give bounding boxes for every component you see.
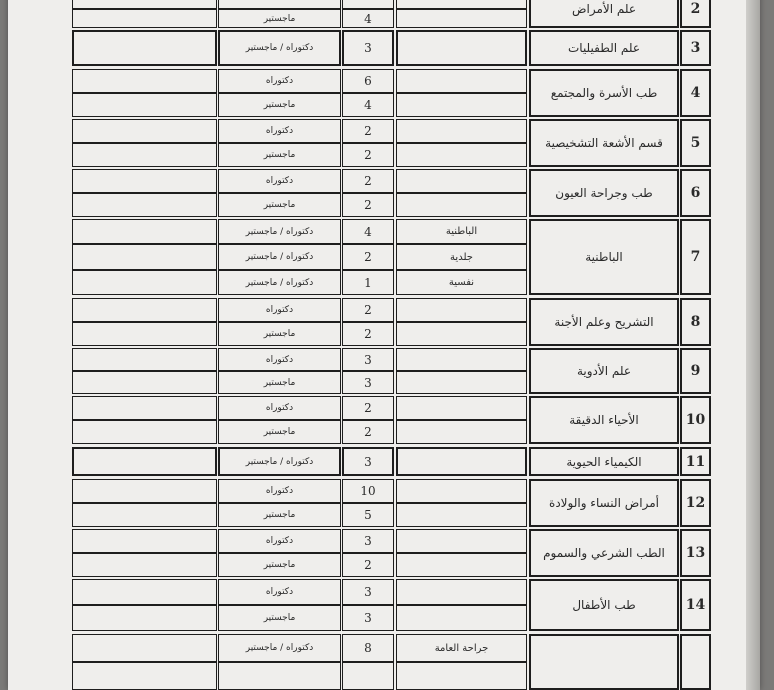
count-cell: 3: [342, 371, 394, 394]
row-number: 3: [680, 30, 711, 66]
degree-cell: دكتوراه: [218, 579, 341, 605]
department-name: [529, 634, 679, 690]
degree-cell: ماجستير: [218, 9, 341, 28]
department-name: الأحياء الدقيقة: [529, 396, 679, 444]
degree-cell: [218, 662, 341, 690]
count-cell: 2: [342, 169, 394, 193]
department-name: طب وجراحة العيون: [529, 169, 679, 217]
empty-cell: [72, 219, 217, 244]
row-number: 2: [680, 0, 711, 28]
specialty-cell: [396, 371, 527, 394]
count-cell: 2: [342, 119, 394, 143]
count-cell: 10: [342, 479, 394, 503]
row-number: 5: [680, 119, 711, 167]
department-name: قسم الأشعة التشخيصية: [529, 119, 679, 167]
department-name: علم الأمراض: [529, 0, 679, 28]
specialty-cell: [396, 396, 527, 420]
row-number: 4: [680, 69, 711, 117]
specialty-cell: [396, 553, 527, 577]
count-cell: 2: [342, 553, 394, 577]
specialty-cell: [396, 579, 527, 605]
empty-cell: [72, 193, 217, 217]
count-cell: 3: [342, 348, 394, 371]
department-name: طب الأسرة والمجتمع: [529, 69, 679, 117]
degree-cell: ماجستير: [218, 193, 341, 217]
degree-cell: دكتوراه: [218, 119, 341, 143]
empty-cell: [72, 0, 217, 9]
row-number: 6: [680, 169, 711, 217]
specialty-cell: [396, 529, 527, 553]
degree-cell: ماجستير: [218, 553, 341, 577]
degree-cell: ماجستير: [218, 143, 341, 167]
empty-cell: [72, 270, 217, 295]
specialty-cell: [396, 447, 527, 476]
page-edge: [746, 0, 760, 690]
department-name: طب الأطفال: [529, 579, 679, 631]
degree-cell: ماجستير: [218, 371, 341, 394]
empty-cell: [72, 30, 217, 66]
empty-cell: [72, 503, 217, 527]
count-cell: 4: [342, 9, 394, 28]
row-number: 13: [680, 529, 711, 577]
empty-cell: [72, 662, 217, 690]
row-number: 7: [680, 219, 711, 295]
degree-cell: دكتوراه: [218, 479, 341, 503]
degree-cell: ماجستير: [218, 420, 341, 444]
specialty-cell: [396, 322, 527, 346]
count-cell: 2: [342, 298, 394, 322]
specialty-cell: [396, 348, 527, 371]
count-cell: [342, 662, 394, 690]
count-cell: 2: [342, 244, 394, 270]
count-cell: 2: [342, 396, 394, 420]
count-cell: 8: [342, 634, 394, 662]
count-cell: 2: [342, 322, 394, 346]
count-cell: 3: [342, 605, 394, 631]
degree-cell: دكتوراه / ماجستير: [218, 634, 341, 662]
empty-cell: [72, 169, 217, 193]
count-cell: 5: [342, 503, 394, 527]
specialty-cell: [396, 30, 527, 66]
empty-cell: [72, 420, 217, 444]
department-name: الكيمياء الحيوية: [529, 447, 679, 476]
degree-cell: دكتوراه: [218, 348, 341, 371]
empty-cell: [72, 244, 217, 270]
degree-cell: دكتوراه: [218, 529, 341, 553]
degree-cell: دكتوراه: [218, 396, 341, 420]
count-cell: 1: [342, 270, 394, 295]
count-cell: 2: [342, 143, 394, 167]
count-cell: 3: [342, 579, 394, 605]
empty-cell: [72, 396, 217, 420]
specialty-cell: نفسية: [396, 270, 527, 295]
degree-cell: ماجستير: [218, 93, 341, 117]
specialty-cell: [396, 119, 527, 143]
count-cell: 2: [342, 193, 394, 217]
specialty-cell: جراحة العامة: [396, 634, 527, 662]
specialty-cell: [396, 93, 527, 117]
empty-cell: [72, 529, 217, 553]
degree-cell: ماجستير: [218, 322, 341, 346]
degree-cell: دكتوراه / ماجستير: [218, 447, 341, 476]
degree-cell: دكتوراه: [218, 298, 341, 322]
row-number: 12: [680, 479, 711, 527]
empty-cell: [72, 553, 217, 577]
degree-cell: دكتوراه / ماجستير: [218, 270, 341, 295]
count-cell: 6: [342, 69, 394, 93]
specialty-cell: جلدية: [396, 244, 527, 270]
empty-cell: [72, 605, 217, 631]
degree-cell: دكتوراه / ماجستير: [218, 219, 341, 244]
specialty-cell: [396, 9, 527, 28]
specialty-cell: [396, 69, 527, 93]
department-name: الطب الشرعي والسموم: [529, 529, 679, 577]
specialty-cell: الباطنية: [396, 219, 527, 244]
empty-cell: [72, 348, 217, 371]
specialty-cell: [396, 479, 527, 503]
specialty-cell: [396, 503, 527, 527]
empty-cell: [72, 479, 217, 503]
department-name: أمراض النساء والولادة: [529, 479, 679, 527]
degree-cell: دكتوراه: [218, 169, 341, 193]
count-cell: 3: [342, 529, 394, 553]
specialty-cell: [396, 662, 527, 690]
count-cell: 3: [342, 30, 394, 66]
row-number: 10: [680, 396, 711, 444]
count-cell: 3: [342, 447, 394, 476]
empty-cell: [72, 634, 217, 662]
degree-cell: دكتوراه: [218, 69, 341, 93]
empty-cell: [72, 322, 217, 346]
specialty-cell: [396, 420, 527, 444]
department-name: الباطنية: [529, 219, 679, 295]
degree-cell: ماجستير: [218, 605, 341, 631]
empty-cell: [72, 447, 217, 476]
count-cell: [342, 0, 394, 9]
row-number: 9: [680, 348, 711, 394]
row-number: [680, 634, 711, 690]
empty-cell: [72, 371, 217, 394]
empty-cell: [72, 9, 217, 28]
degree-cell: [218, 0, 341, 9]
count-cell: 4: [342, 219, 394, 244]
count-cell: 2: [342, 420, 394, 444]
specialty-cell: [396, 0, 527, 9]
specialty-cell: [396, 298, 527, 322]
department-name: علم الطفيليات: [529, 30, 679, 66]
degree-cell: ماجستير: [218, 503, 341, 527]
empty-cell: [72, 579, 217, 605]
department-name: علم الأدوية: [529, 348, 679, 394]
empty-cell: [72, 298, 217, 322]
degree-cell: دكتوراه / ماجستير: [218, 244, 341, 270]
department-name: التشريح وعلم الأجنة: [529, 298, 679, 346]
specialty-cell: [396, 605, 527, 631]
count-cell: 4: [342, 93, 394, 117]
specialty-cell: [396, 193, 527, 217]
empty-cell: [72, 69, 217, 93]
row-number: 11: [680, 447, 711, 476]
empty-cell: [72, 143, 217, 167]
empty-cell: [72, 93, 217, 117]
row-number: 8: [680, 298, 711, 346]
empty-cell: [72, 119, 217, 143]
document-page: [8, 0, 760, 690]
specialty-cell: [396, 143, 527, 167]
specialty-cell: [396, 169, 527, 193]
row-number: 14: [680, 579, 711, 631]
degree-cell: دكتوراه / ماجستير: [218, 30, 341, 66]
